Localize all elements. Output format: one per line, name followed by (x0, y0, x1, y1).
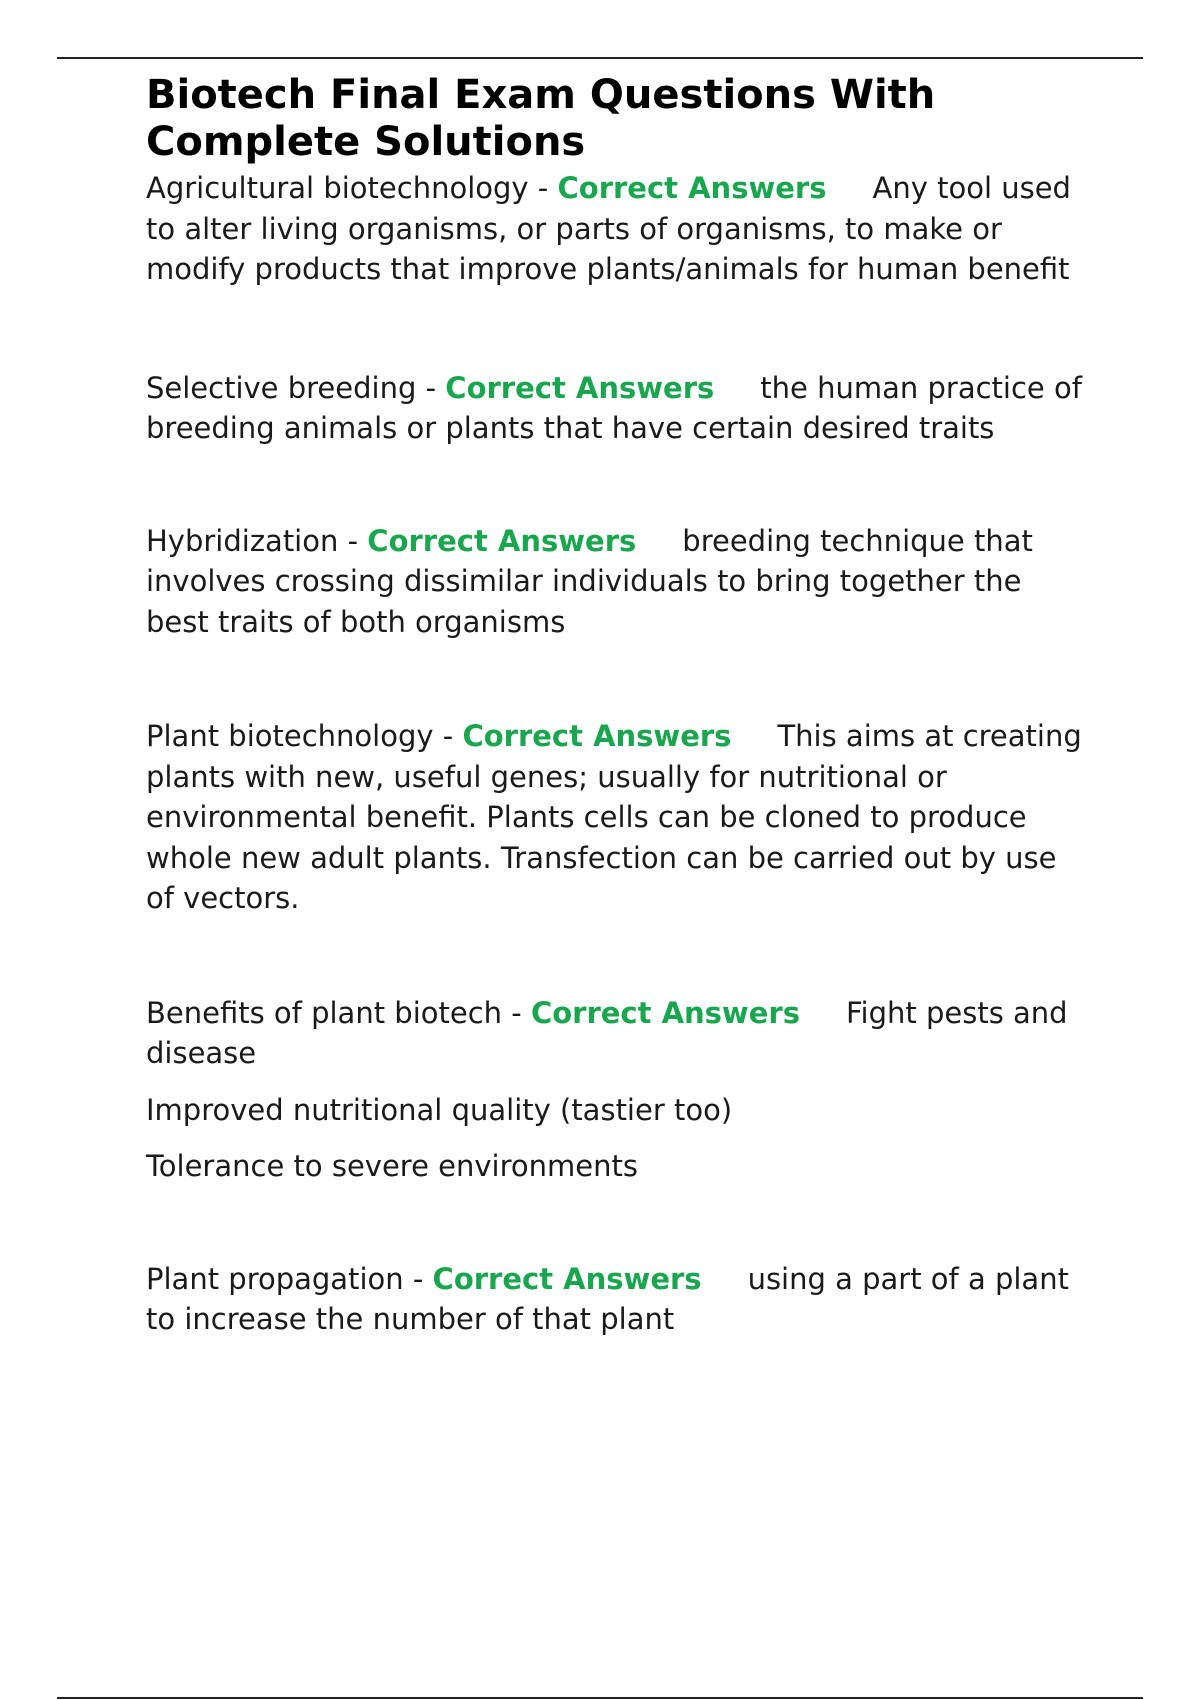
qa-entry-text (146, 168, 1086, 290)
document-title: Biotech Final Exam Questions With Complete Solutions (146, 72, 936, 165)
entry-definition: breeding technique that involves crossing dissimilar individuals to bring together the best traits of both organisms (146, 523, 1033, 639)
bottom-rule (57, 1697, 1143, 1699)
entry-definition: using a part of a plant to increase the number of that plant (146, 1261, 1069, 1336)
document-body (146, 72, 1086, 1340)
entry-separator: - (338, 523, 368, 558)
entry-term: Agricultural biotechnology (146, 171, 529, 205)
correct-answers-tag: Correct Answers (445, 370, 715, 405)
entry-definition: the human practice of breeding animals or plants that have certain desired traits (146, 370, 1082, 445)
entry-separator: - (403, 1261, 433, 1296)
entry-extra-line: Tolerance to severe environments (146, 1149, 638, 1183)
entry-term: Benefits of plant biotech (146, 995, 503, 1030)
entry-term: Plant biotechnology (146, 719, 434, 753)
qa-entry (146, 521, 1086, 643)
correct-answers-tag: Correct Answers (432, 1261, 702, 1296)
entry-separator: - (502, 995, 531, 1030)
qa-entry-text (146, 368, 1086, 449)
entry-definition: Any tool used to alter living organisms, or parts of organisms, to make or modify products that improve plants/animals for human benefit (146, 171, 1071, 286)
qa-entry-text (146, 1259, 1086, 1340)
qa-entry (146, 1259, 1086, 1340)
qa-entry-text (146, 716, 1086, 919)
entry-term: Plant propagation (146, 1261, 404, 1296)
entry-term: Selective breeding (146, 370, 417, 405)
qa-entry (146, 716, 1086, 919)
entry-separator: - (416, 370, 446, 405)
correct-answers-tag: Correct Answers (462, 719, 732, 753)
entry-definition: Fight pests and disease (146, 995, 1068, 1070)
entry-definition: This aims at creating plants with new, useful genes; usually for nutritional or environmental benefit. Plants cells can be cloned to produce whole new adult plants. Transfection can be carried out by use of vectors. (146, 719, 1082, 915)
qa-entry-text (146, 521, 1086, 643)
entry-separator: - (528, 171, 558, 205)
correct-answers-tag: Correct Answers (530, 995, 800, 1030)
qa-entry (146, 368, 1086, 449)
correct-answers-tag: Correct Answers (367, 523, 637, 558)
qa-entry (146, 168, 1086, 290)
qa-entry (146, 993, 1086, 1187)
qa-entry-text (146, 993, 1086, 1074)
top-rule (57, 57, 1143, 59)
correct-answers-tag: Correct Answers (557, 171, 827, 205)
entry-term: Hybridization (146, 523, 339, 558)
entry-extra-line: Improved nutritional quality (tastier too) (146, 1092, 733, 1127)
entry-separator: - (433, 719, 463, 753)
